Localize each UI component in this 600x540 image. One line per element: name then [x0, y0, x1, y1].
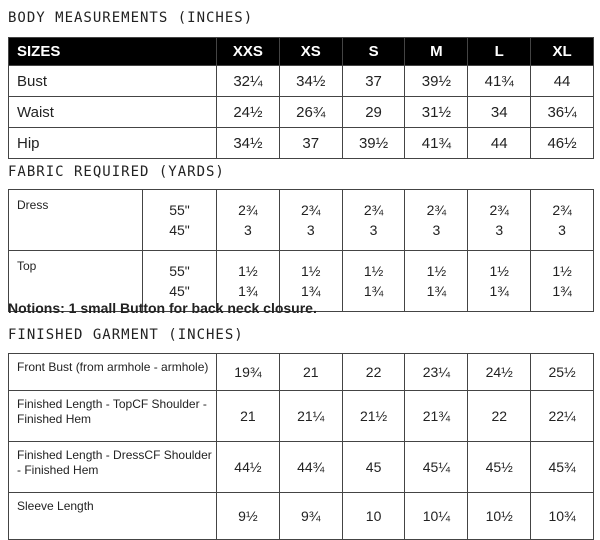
table-cell: 1½ 1¾: [279, 251, 342, 312]
table-cell: 2¾ 3: [342, 190, 405, 251]
table-cell: 24½: [217, 97, 280, 128]
table-cell: 9¾: [279, 493, 342, 540]
row-label: Hip: [9, 128, 217, 159]
table-cell: 46½: [531, 128, 594, 159]
table-cell: 2¾ 3: [468, 190, 531, 251]
table-cell: 31½: [405, 97, 468, 128]
table-cell: 2¾ 3: [217, 190, 280, 251]
table-row: [9, 493, 594, 540]
table-cell: 10¼: [405, 493, 468, 540]
table-cell: 45: [342, 442, 405, 493]
row-label: Front Bust (from armhole - armhole): [9, 354, 217, 391]
table-cell: 39½: [342, 128, 405, 159]
row-label: Bust: [9, 66, 217, 97]
size-header: XXS: [217, 38, 280, 66]
row-label: Top: [9, 251, 143, 312]
table-cell: 26¾: [279, 97, 342, 128]
table-header-row: [9, 38, 594, 66]
sizes-header: SIZES: [9, 38, 217, 66]
fabric-required-title: FABRIC REQUIRED (YARDS): [8, 164, 225, 180]
size-header: M: [405, 38, 468, 66]
table-cell: 22¼: [531, 391, 594, 442]
size-header: L: [468, 38, 531, 66]
table-row: [9, 97, 594, 128]
table-cell: 44: [531, 66, 594, 97]
table-row: [9, 190, 594, 251]
table-cell: 39½: [405, 66, 468, 97]
table-cell: 24½: [468, 354, 531, 391]
row-label: Waist: [9, 97, 217, 128]
size-header: XS: [279, 38, 342, 66]
table-cell: 23¼: [405, 354, 468, 391]
table-row: [9, 66, 594, 97]
fabric-widths: 55" 45": [143, 251, 217, 312]
table-cell: 21: [217, 391, 280, 442]
table-cell: 45¼: [405, 442, 468, 493]
table-row: [9, 391, 594, 442]
table-cell: 32¼: [217, 66, 280, 97]
table-cell: 34½: [279, 66, 342, 97]
table-cell: 29: [342, 97, 405, 128]
table-cell: 9½: [217, 493, 280, 540]
notions-note: Notions: 1 small Button for back neck closure.: [8, 300, 317, 316]
table-cell: 1½ 1¾: [405, 251, 468, 312]
row-label: Finished Length - TopCF Shoulder - Finished Hem: [9, 391, 217, 442]
table-cell: 2¾ 3: [405, 190, 468, 251]
table-cell: 1½ 1¾: [217, 251, 280, 312]
table-cell: 10: [342, 493, 405, 540]
table-cell: 10½: [468, 493, 531, 540]
table-cell: 44: [468, 128, 531, 159]
table-cell: 21¾: [405, 391, 468, 442]
body-measurements-title: BODY MEASUREMENTS (INCHES): [8, 10, 254, 26]
table-cell: 21½: [342, 391, 405, 442]
table-row: [9, 128, 594, 159]
row-label: Finished Length - DressCF Shoulder - Finished Hem: [9, 442, 217, 493]
row-label: Sleeve Length: [9, 493, 217, 540]
size-header: XL: [531, 38, 594, 66]
table-cell: 1½ 1¾: [531, 251, 594, 312]
table-cell: 2¾ 3: [531, 190, 594, 251]
table-cell: 19¾: [217, 354, 280, 391]
table-cell: 44½: [217, 442, 280, 493]
row-label: Dress: [9, 190, 143, 251]
table-cell: 1½ 1¾: [468, 251, 531, 312]
table-cell: 45¾: [531, 442, 594, 493]
fabric-widths: 55" 45": [143, 190, 217, 251]
table-row: [9, 442, 594, 493]
table-cell: 36¼: [531, 97, 594, 128]
table-cell: 37: [279, 128, 342, 159]
finished-garment-table: [8, 353, 594, 540]
table-row: [9, 354, 594, 391]
table-cell: 34½: [217, 128, 280, 159]
table-cell: 10¾: [531, 493, 594, 540]
table-cell: 22: [342, 354, 405, 391]
table-cell: 44¾: [279, 442, 342, 493]
table-cell: 41¾: [405, 128, 468, 159]
table-cell: 34: [468, 97, 531, 128]
table-cell: 22: [468, 391, 531, 442]
table-cell: 21: [279, 354, 342, 391]
table-cell: 21¼: [279, 391, 342, 442]
table-cell: 41¾: [468, 66, 531, 97]
table-cell: 1½ 1¾: [342, 251, 405, 312]
table-cell: 2¾ 3: [279, 190, 342, 251]
table-cell: 25½: [531, 354, 594, 391]
size-header: S: [342, 38, 405, 66]
finished-garment-title: FINISHED GARMENT (INCHES): [8, 327, 244, 343]
table-cell: 45½: [468, 442, 531, 493]
fabric-required-table: [8, 189, 594, 312]
table-cell: 37: [342, 66, 405, 97]
body-measurements-table: [8, 37, 594, 159]
